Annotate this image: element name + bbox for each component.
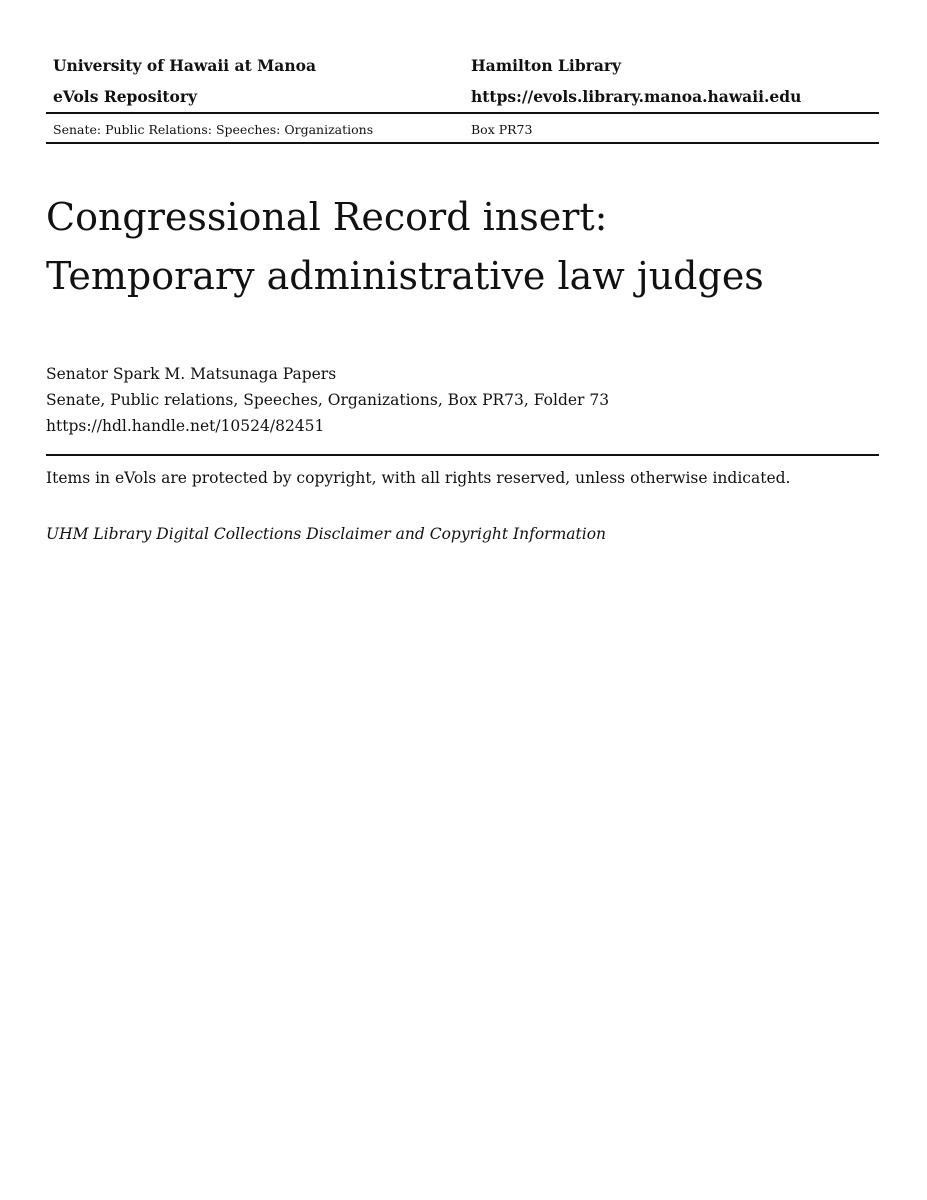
document-metadata xyxy=(46,361,879,439)
repository-name: eVols Repository xyxy=(53,87,198,106)
disclaimer-link[interactable]: UHM Library Digital Collections Disclaimer and Copyright Information xyxy=(46,525,607,543)
repository-url[interactable]: https://evols.library.manoa.hawaii.edu xyxy=(471,87,802,106)
box-label: Box PR73 xyxy=(471,121,533,137)
footer-divider xyxy=(46,454,879,456)
title-line-2: Temporary administrative law judges xyxy=(46,254,764,298)
rights-statement: Items in eVols are protected by copyright, with all rights reserved, unless otherwise indicated. xyxy=(46,469,791,487)
handle-link[interactable]: https://hdl.handle.net/10524/82451 xyxy=(46,417,325,435)
header-row-2 xyxy=(46,81,879,112)
library-name: Hamilton Library xyxy=(471,56,622,75)
header-bottom-divider xyxy=(46,142,879,144)
collection-path: Senate: Public Relations: Speeches: Organizations xyxy=(53,121,374,137)
header-table xyxy=(46,50,879,144)
title-line-1: Congressional Record insert: xyxy=(46,195,608,239)
document-title xyxy=(46,188,879,306)
institution-name: University of Hawaii at Manoa xyxy=(53,56,316,75)
folder-location: Senate, Public relations, Speeches, Organizations, Box PR73, Folder 73 xyxy=(46,391,610,409)
collection-name: Senator Spark M. Matsunaga Papers xyxy=(46,365,337,383)
header-row-1 xyxy=(46,50,879,81)
header-row-3 xyxy=(46,114,879,142)
